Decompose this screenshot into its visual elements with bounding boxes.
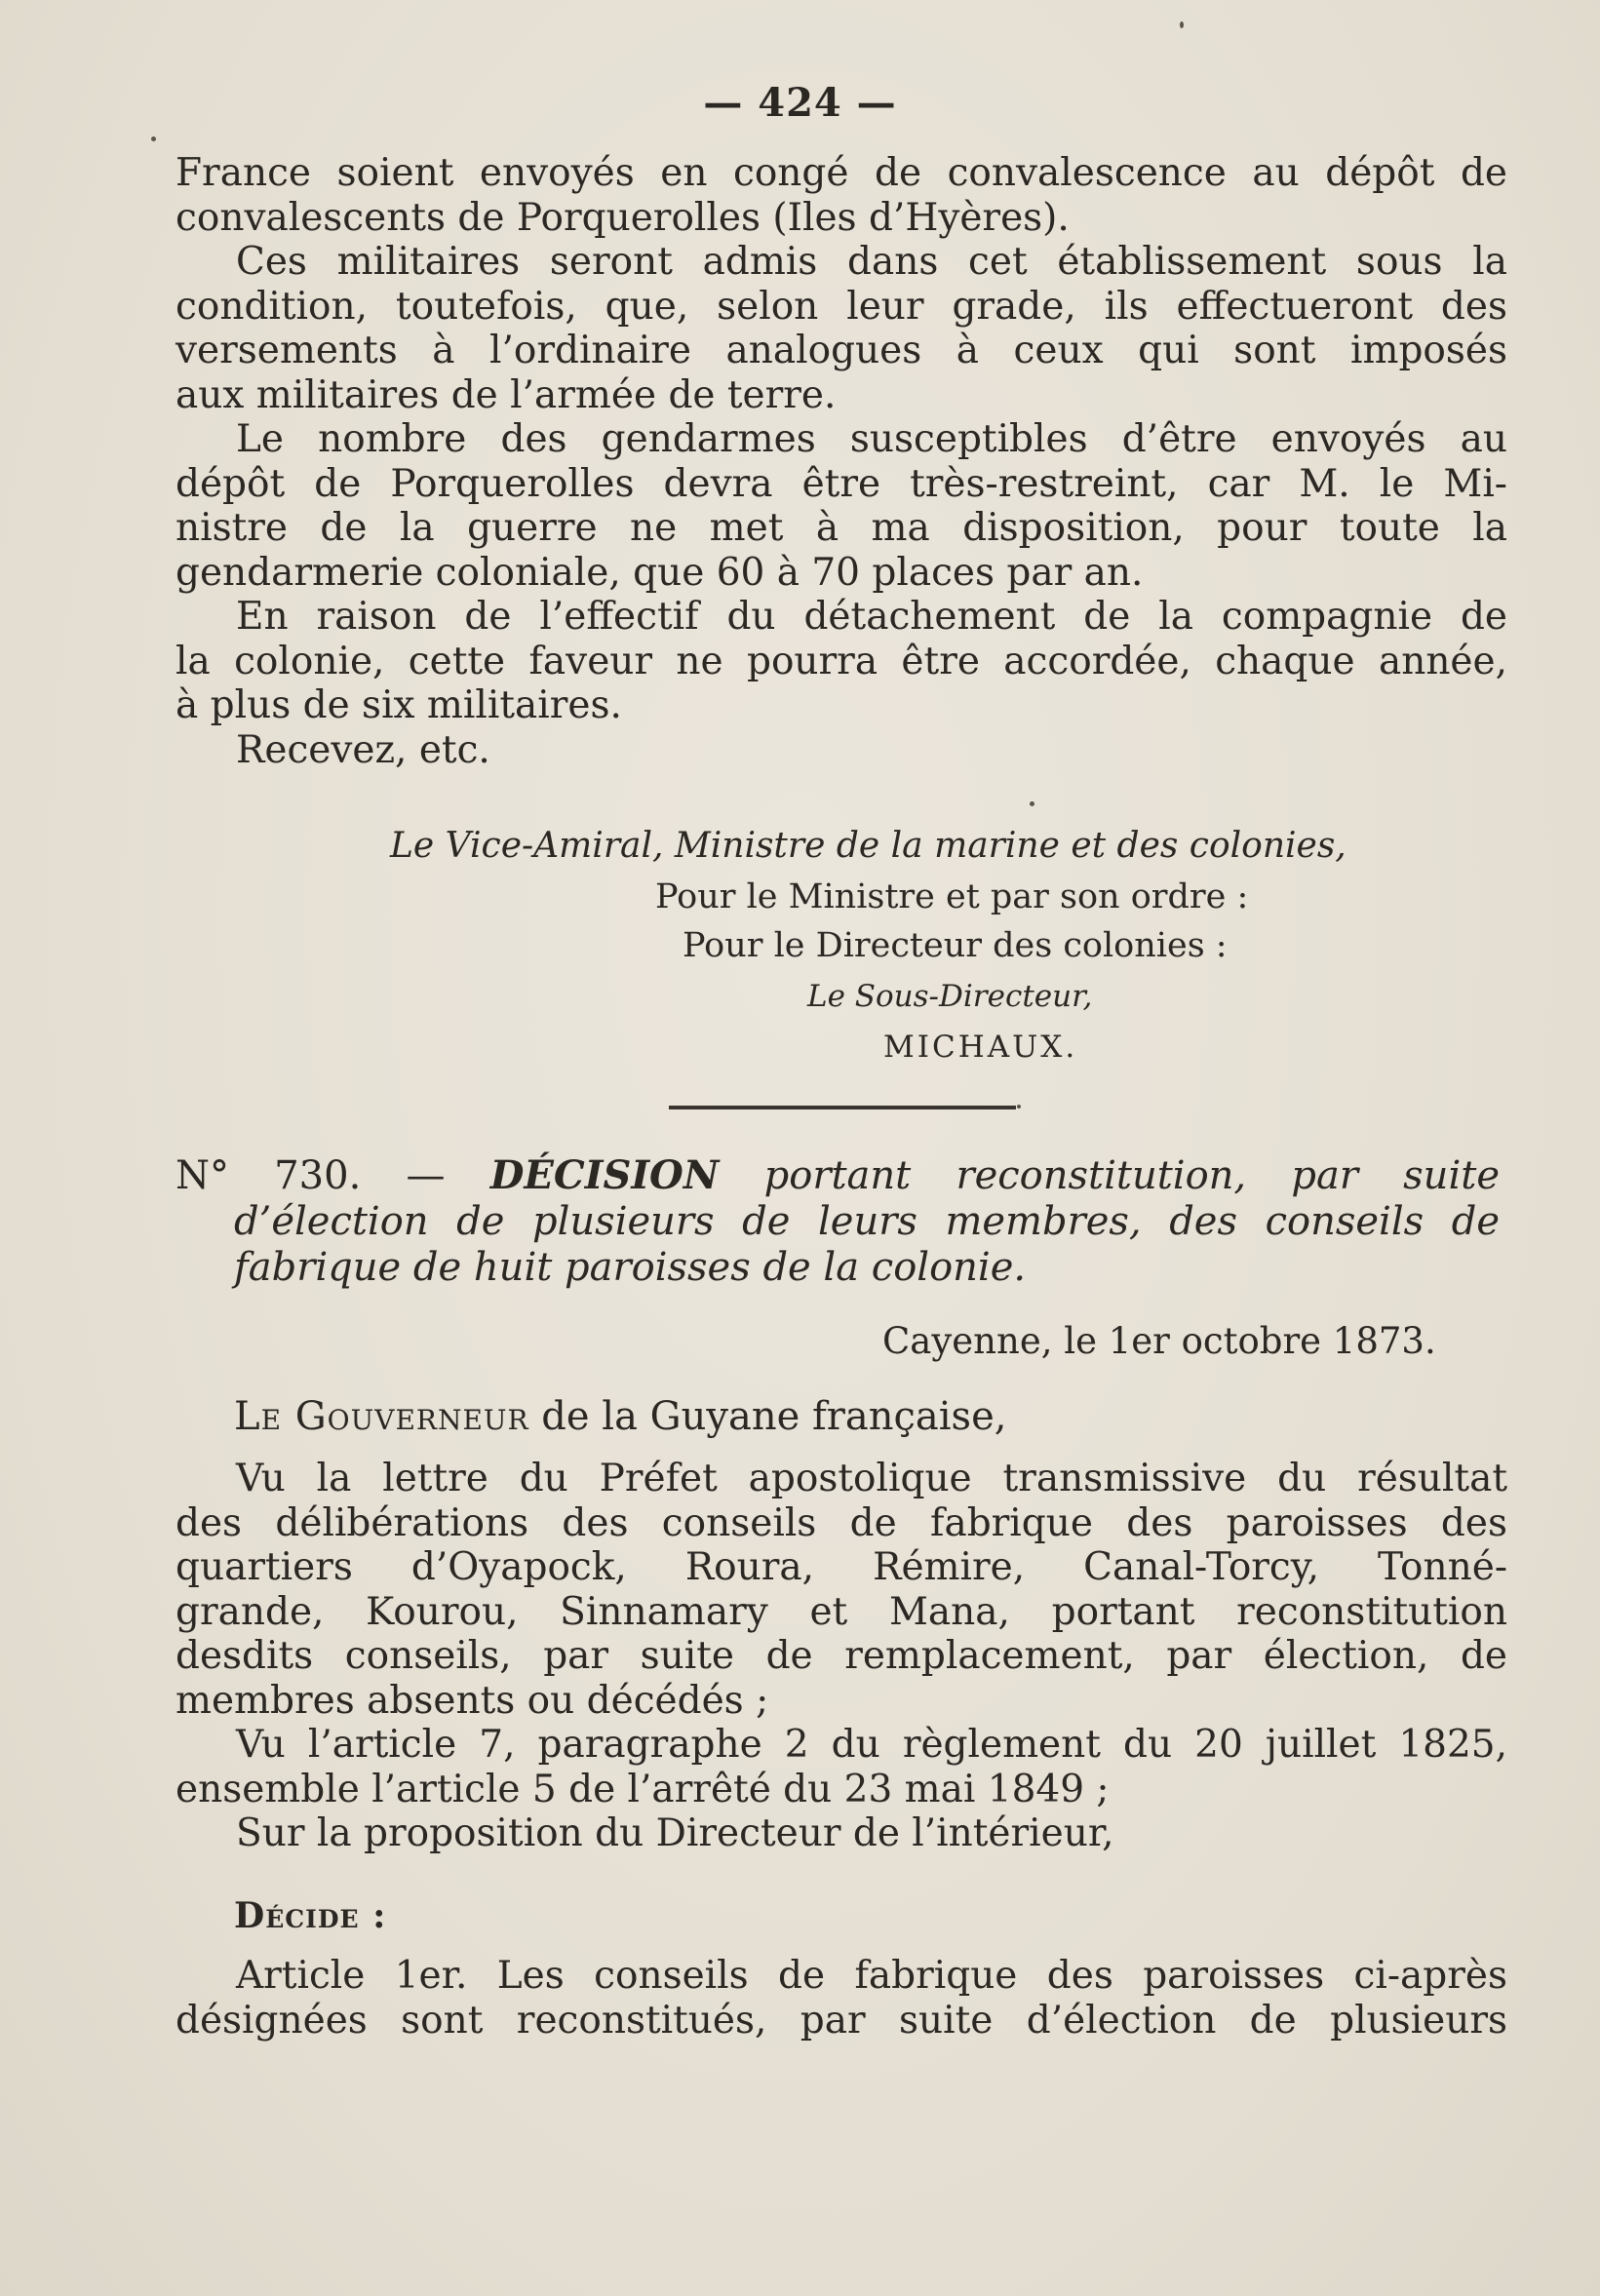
text-line: grande, Kourou, Sinnamary et Mana, portant reconstitution — [176, 1589, 1507, 1634]
decide-label: Décide : — [234, 1895, 387, 1936]
text-line: convalescents de Porquerolles (Iles d’Hyères). — [176, 195, 1070, 240]
section-divider — [669, 1106, 1016, 1109]
decision-heading-line-1 — [176, 1152, 1500, 1199]
text-line: aux militaires de l’armée de terre. — [176, 372, 837, 417]
decision-heading-rest: portant reconstitution, par suite — [763, 1153, 1500, 1198]
decision-heading — [176, 1152, 1500, 1291]
text-line: ensemble l’article 5 de l’arrêté du 23 mai 1849 ; — [176, 1767, 1110, 1811]
text-line: Article 1er. Les conseils de fabrique des paroisses ci-après — [236, 1954, 1507, 1998]
page-number: — 424 — — [703, 80, 897, 126]
text-line: Vu la lettre du Préfet apostolique transmissive du résultat — [236, 1457, 1507, 1500]
text-line: Ces militaires seront admis dans cet établissement sous la — [236, 240, 1507, 284]
ink-speck — [1017, 1105, 1021, 1109]
letter-body — [176, 151, 1507, 772]
text-line: membres absents ou décédés ; — [176, 1678, 769, 1723]
text-line: désignées sont reconstitués, par suite d’élection de plusieurs — [176, 1998, 1507, 2043]
text-line: nistre de la guerre ne met à ma disposition, pour toute la — [176, 506, 1507, 550]
paragraph — [176, 417, 1507, 595]
decision-heading-line-3: fabrique de huit paroisses de la colonie. — [234, 1245, 1027, 1290]
text-line: Recevez, etc. — [236, 727, 490, 772]
paragraph — [176, 1457, 1507, 1723]
text-line: gendarmerie coloniale, que 60 à 70 places par an. — [176, 550, 1144, 595]
ink-speck — [1180, 21, 1184, 28]
text-line: Vu l’article 7, paragraphe 2 du règlement du 20 juillet 1825, — [236, 1723, 1507, 1767]
ink-speck — [1030, 801, 1034, 806]
decision-keyword: DÉCISION — [489, 1152, 720, 1198]
signature-name: MICHAUX. — [883, 1030, 1078, 1065]
text-line: condition, toutefois, que, selon leur grade, ils effectueront des — [176, 284, 1507, 329]
signature-for-minister: Pour le Ministre et par son ordre : — [655, 877, 1249, 916]
text-line: la colonie, cette faveur ne pourra être accordée, chaque année, — [176, 639, 1507, 683]
paragraph — [176, 151, 1507, 240]
paragraph — [176, 728, 1507, 773]
paragraph — [176, 1954, 1507, 2043]
paragraph — [176, 595, 1507, 728]
text-line: desdits conseils, par suite de remplacement, par élection, de — [176, 1634, 1507, 1678]
decision-heading-line-2: d’élection de plusieurs de leurs membres, des conseils de — [234, 1199, 1500, 1244]
governor-line — [234, 1394, 1006, 1439]
signature-title: Le Vice-Amiral, Ministre de la marine et des colonies, — [390, 826, 1346, 866]
governor-title: Le Gouverneur — [234, 1394, 529, 1439]
paragraph — [176, 240, 1507, 417]
text-line: Sur la proposition du Directeur de l’intérieur, — [236, 1811, 1114, 1855]
text-line: En raison de l’effectif du détachement de la compagnie de — [236, 595, 1507, 639]
text-line: Le nombre des gendarmes susceptibles d’être envoyés au — [236, 417, 1507, 461]
text-line: à plus de six militaires. — [176, 683, 622, 727]
signature-for-director: Pour le Directeur des colonies : — [683, 926, 1228, 965]
decision-number: N° 730. — — [176, 1153, 446, 1198]
paragraph — [176, 1723, 1507, 1811]
text-line: France soient envoyés en congé de convalescence au dépôt de — [176, 151, 1507, 195]
text-line: dépôt de Porquerolles devra être très-restreint, car M. le Mi- — [176, 461, 1507, 506]
decision-body — [176, 1457, 1507, 1856]
text-line: quartiers d’Oyapock, Roura, Rémire, Canal-Torcy, Tonné- — [176, 1545, 1507, 1589]
text-line: des délibérations des conseils de fabrique des paroisses des — [176, 1500, 1507, 1545]
paragraph — [176, 1811, 1507, 1856]
article-1 — [176, 1954, 1507, 2043]
signature-subdirector: Le Sous-Directeur, — [807, 979, 1093, 1014]
decision-date: Cayenne, le 1er octobre 1873. — [882, 1320, 1436, 1362]
ink-speck — [151, 136, 156, 141]
text-line: versements à l’ordinaire analogues à ceux qui sont imposés — [176, 329, 1507, 372]
governor-rest: de la Guyane française, — [528, 1394, 1007, 1439]
